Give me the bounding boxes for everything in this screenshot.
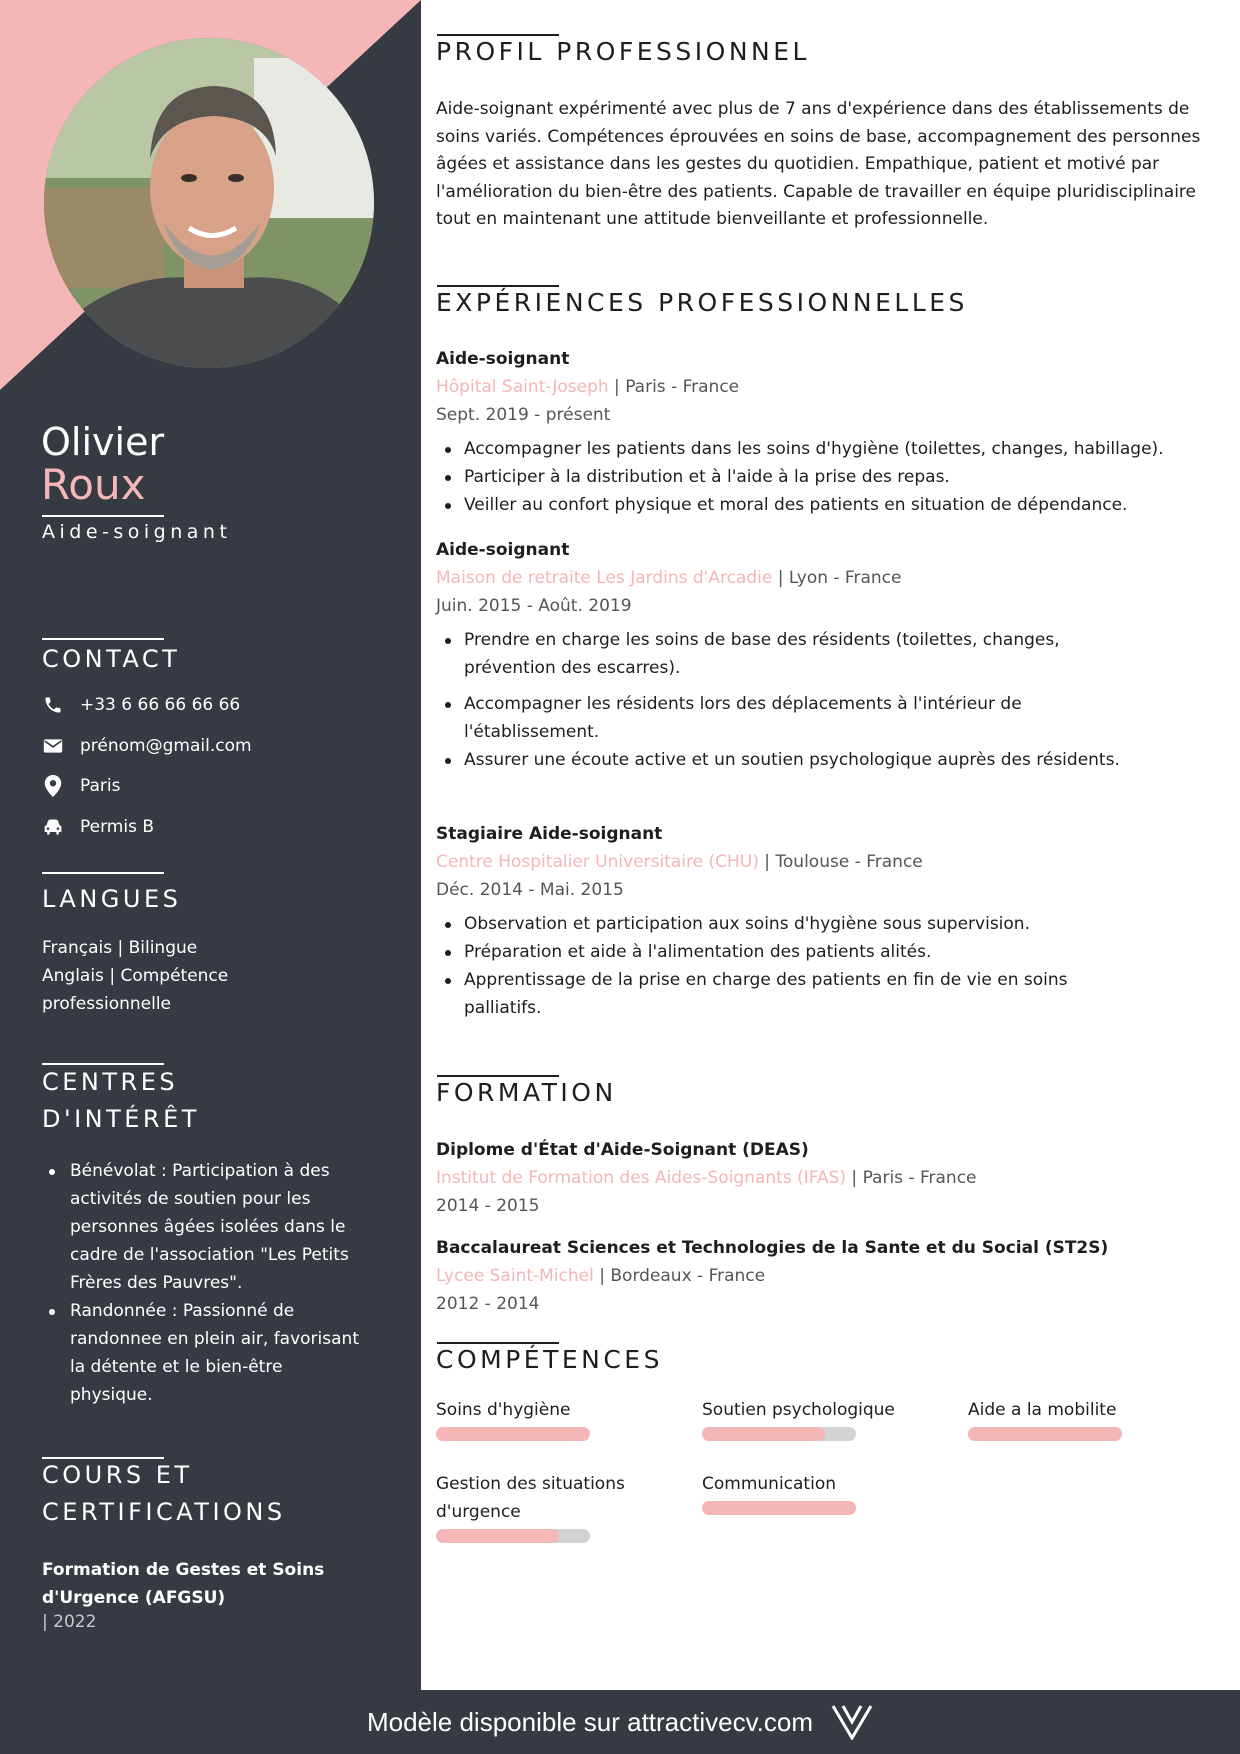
job-organization: Centre Hospitalier Universitaire (CHU)	[436, 852, 759, 872]
skill-name: Soins d'hygiène	[436, 1400, 571, 1420]
skill-bar-fill	[436, 1427, 590, 1441]
contact-email[interactable]	[42, 733, 252, 759]
skill-bar	[968, 1427, 1122, 1441]
job-dates: Déc. 2014 - Mai. 2015	[436, 880, 624, 900]
phone-text: +33 6 66 66 66 66	[80, 695, 241, 715]
job-location: | Toulouse - France	[758, 852, 923, 872]
skill-item	[968, 1396, 1218, 1441]
location-pin-icon	[42, 775, 64, 797]
skill-item	[702, 1396, 952, 1441]
education-location: | Bordeaux - France	[593, 1266, 766, 1286]
interests-heading-line1: CENTRES	[42, 1068, 179, 1096]
interest-item: Randonnée : Passionné de randonnee en plein air, favorisant la détente et le bien-être physique.	[42, 1297, 362, 1409]
footer-banner[interactable]	[0, 1690, 1240, 1754]
skill-bar	[702, 1427, 856, 1441]
job-organization: Maison de retraite Les Jardins d'Arcadie	[436, 568, 773, 588]
certification-date: | 2022	[42, 1612, 97, 1632]
name-divider	[42, 515, 164, 517]
interests-heading-line2: D'INTÉRÊT	[42, 1105, 200, 1133]
education-institution: Institut de Formation des Aides-Soignants (IFAS)	[436, 1168, 847, 1188]
skills-heading: COMPÉTENCES	[436, 1345, 663, 1374]
job-org-line	[436, 568, 901, 588]
job-org-line	[436, 377, 739, 397]
interests-list	[42, 1157, 362, 1409]
certifications-heading-line2: CERTIFICATIONS	[42, 1498, 286, 1526]
first-name: Olivier	[41, 420, 165, 464]
job-title: Aide-soignant	[436, 349, 570, 369]
skill-item	[436, 1470, 661, 1543]
phone-icon	[42, 694, 64, 716]
job-bullets	[436, 435, 1226, 519]
education-institution: Lycee Saint-Michel	[436, 1266, 594, 1286]
education-heading: FORMATION	[436, 1078, 617, 1107]
car-icon	[42, 816, 64, 838]
job-bullet: Assurer une écoute active et un soutien psychologique auprès des résidents.	[436, 746, 1226, 774]
languages-heading: LANGUES	[42, 885, 182, 913]
experience-heading: EXPÉRIENCES PROFESSIONNELLES	[436, 288, 968, 317]
last-name: Roux	[41, 460, 146, 509]
languages-divider	[42, 872, 164, 874]
job-bullets	[436, 910, 1136, 1022]
profile-heading: PROFIL PROFESSIONNEL	[436, 37, 810, 66]
job-location: | Paris - France	[608, 377, 740, 397]
certifications-heading-line1: COURS ET	[42, 1461, 193, 1489]
email-text: prénom@gmail.com	[80, 736, 252, 756]
language-line: Anglais | Compétence	[42, 966, 229, 986]
job-bullet: Participer à la distribution et à l'aide à la prise des repas.	[436, 463, 1226, 491]
job-org-line	[436, 852, 923, 872]
job-dates: Juin. 2015 - Août. 2019	[436, 596, 632, 616]
job-bullets	[436, 626, 1120, 774]
location-text: Paris	[80, 776, 121, 796]
job-bullet: Observation et participation aux soins d'hygiène sous supervision.	[436, 910, 1136, 938]
skill-bar-fill	[436, 1529, 559, 1543]
experience-divider	[437, 285, 559, 287]
job-bullet: Veiller au confort physique et moral des patients en situation de dépendance.	[436, 491, 1226, 519]
contact-phone[interactable]	[42, 692, 240, 718]
sidebar	[0, 0, 421, 1690]
job-title: Aide-soignant	[42, 521, 232, 543]
job-location: | Lyon - France	[772, 568, 902, 588]
profile-divider	[437, 34, 559, 36]
job-dates: Sept. 2019 - présent	[436, 405, 611, 425]
language-line: professionnelle	[42, 994, 172, 1014]
education-dates: 2014 - 2015	[436, 1196, 540, 1216]
skill-bar-fill	[702, 1501, 856, 1515]
certification-title: Formation de Gestes et Soins d'Urgence (AFGSU)	[42, 1560, 325, 1608]
job-bullet: Préparation et aide à l'alimentation des patients alités.	[436, 938, 1136, 966]
skill-item	[702, 1470, 952, 1515]
contact-heading: CONTACT	[42, 645, 181, 673]
skill-item	[436, 1396, 686, 1441]
education-divider	[437, 1075, 559, 1077]
skill-bar-fill	[702, 1427, 825, 1441]
contact-license	[42, 814, 154, 840]
job-bullet: Accompagner les patients dans les soins d'hygiène (toilettes, changes, habillage).	[436, 435, 1226, 463]
job-bullet: Prendre en charge les soins de base des résidents (toilettes, changes, prévention des escarres).	[436, 626, 1096, 682]
license-text: Permis B	[80, 817, 155, 837]
profile-photo	[44, 38, 374, 368]
profile-summary: Aide-soignant expérimenté avec plus de 7 ans d'expérience dans des établissements de soins variés. Compétences éprouvées en soins de base, accompagnement des personnes âgées et assistance dans les gestes du quotidien. Empathique, patient et motivé par l'amélioration du bien-être des patients. Capable de travailler en équipe pluridisciplinaire tout en maintenant une attitude bienveillante et professionnelle.	[436, 99, 1201, 229]
language-line: Français | Bilingue	[42, 938, 198, 958]
job-title: Aide-soignant	[436, 540, 570, 560]
skill-bar	[436, 1529, 590, 1543]
education-dates: 2012 - 2014	[436, 1294, 540, 1314]
contact-location	[42, 773, 120, 799]
job-bullet: Apprentissage de la prise en charge des patients en fin de vie en soins palliatifs.	[436, 966, 1136, 1022]
education-org-line	[436, 1266, 765, 1286]
job-organization: Hôpital Saint-Joseph	[436, 377, 609, 397]
skill-name: Gestion des situations d'urgence	[436, 1474, 625, 1522]
skill-name: Communication	[702, 1474, 836, 1494]
education-location: | Paris - France	[846, 1168, 977, 1188]
skill-name: Aide a la mobilite	[968, 1400, 1117, 1420]
interest-item: Bénévolat : Participation à des activités de soutien pour les personnes âgées isolées dans le cadre de l'association "Les Petits Frères des Pauvres".	[42, 1157, 362, 1297]
skill-bar-fill	[968, 1427, 1122, 1441]
job-bullet: Accompagner les résidents lors des déplacements à l'intérieur de l'établissement.	[436, 690, 1096, 746]
skills-divider	[437, 1342, 559, 1344]
education-org-line	[436, 1168, 977, 1188]
skill-bar	[702, 1501, 856, 1515]
skill-name: Soutien psychologique	[702, 1400, 895, 1420]
mail-icon	[42, 735, 64, 757]
contact-divider	[42, 638, 164, 640]
education-title: Diplome d'État d'Aide-Soignant (DEAS)	[436, 1140, 809, 1160]
attractivecv-logo-icon	[831, 1704, 873, 1740]
job-title: Stagiaire Aide-soignant	[436, 824, 663, 844]
education-title: Baccalaureat Sciences et Technologies de la Sante et du Social (ST2S)	[436, 1238, 1109, 1258]
skill-bar	[436, 1427, 590, 1441]
footer-text[interactable]: Modèle disponible sur attractivecv.com	[366, 1706, 814, 1737]
